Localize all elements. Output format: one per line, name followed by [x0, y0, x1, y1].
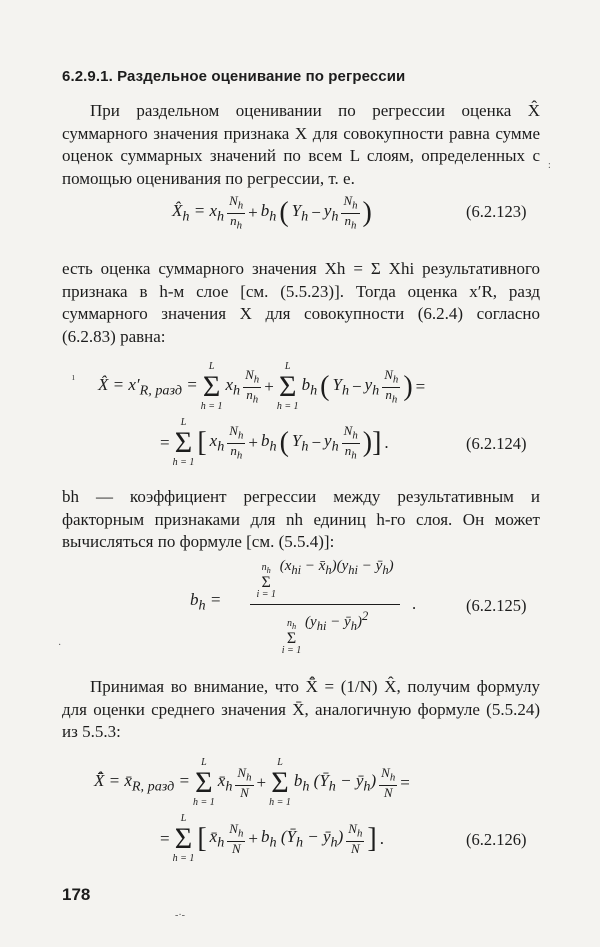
scan-speck: -·- — [175, 910, 185, 921]
equation-lhs: $b_h$ = — [190, 590, 222, 614]
equation-number: (6.2.125) — [466, 596, 527, 615]
equation-formula-line-1: X̂ = $x'_{R, разд}$ = L Σ h = 1 $x_h$ $\frac{N_h}{n_h}$ + L Σ h = 1 $b_h$ ( $Y_h$ − $y_h$ $\frac{N_h}{n_h}$ ) = — [98, 361, 426, 412]
equation-6-2-126 — [60, 758, 540, 868]
equation-formula-line-2: = L Σ h = 1 [ $x̄_h$ $\frac{N_h}{N}$ + $b_h$ ($Ȳ_h$ − $ȳ_h$) $\frac{N_h}{N}$ ] . — [160, 813, 384, 864]
equation-6-2-124 — [60, 362, 540, 474]
section-heading: 6.2.9.1. Раздельное оценивание по регрессии — [62, 68, 406, 85]
equation-6-2-123 — [60, 192, 540, 232]
equation-number: (6.2.126) — [466, 830, 527, 849]
equation-6-2-125: $b_h$ = $n_h$ Σ i = 1 ($x_{hi}$ − $x̄_h)(y_{hi}$ − $ȳ_h$) $n_h$ Σ i = 1 ($y_{hi}$ − $ȳ_h)^2$ . (6.2.125) — [190, 558, 527, 656]
scan-speck: ı — [72, 372, 75, 383]
equation-formula-line-2: = L Σ h = 1 [ $x_h$ $\frac{N_h}{n_h}$ + $b_h$ ( $Y_h$ − $y_h$ $\frac{N_h}{n_h}$ )] . — [160, 417, 389, 468]
paragraph-stratum-total: есть оценка суммарного значения Xh = Σ Xhi результативного признака в h-м слое [см. (5.5.23)]. Тогда оценка x′R, разд суммарного значения X для совокупности (6.2.4) согласно (6.2.83) равна: — [62, 259, 540, 346]
paragraph-mean-estimate: Принимая во внимание, что X̄̂ = (1/N) X̂, получим формулу для оценки среднего значения X̄, аналогичную формуле (5.5.24) из 5.5.3: — [62, 677, 540, 741]
equation-formula-line-1: X̄̂ = $x̄_{R, разд}$ = L Σ h = 1 $x̄_h$ $\frac{N_h}{N}$ + L Σ h = 1 $b_h$ ($Ȳ_h$ − $ȳ_h$) $\frac{N_h}{N}$ = — [94, 757, 410, 808]
scan-speck: · — [58, 640, 62, 651]
paragraph-regression-coefficient: bh — коэффициент регрессии между результативным и факторным признаками для nh единиц h-го слоя. Он может вычисляться по формуле [см. (5.5.4)]: — [62, 487, 540, 551]
page-number: 178 — [62, 885, 91, 904]
scan-speck: : — [548, 160, 551, 171]
equation-formula: $X̂_h = x_h$ $\frac{N_h}{n_h}$ + $b_h$ ( $Y_h$ − $y_h$ $\frac{N_h}{n_h}$ ) — [172, 193, 372, 232]
equation-number: (6.2.124) — [466, 434, 527, 453]
paragraph-intro: При раздельном оценивании по регрессии оценка X̂ суммарного значения признака X для совокупности равна сумме оценок суммарных значений по всем L слоям, определенных с помощью оценивания по регрессии, т. е. — [62, 101, 540, 188]
equation-fraction: $n_h$ Σ i = 1 ($x_{hi}$ − $x̄_h)(y_{hi}$ − $ȳ_h$) $n_h$ Σ i = 1 ($y_{hi}$ − $ȳ_h)^2$ — [250, 558, 400, 656]
equation-number: (6.2.123) — [466, 202, 527, 221]
